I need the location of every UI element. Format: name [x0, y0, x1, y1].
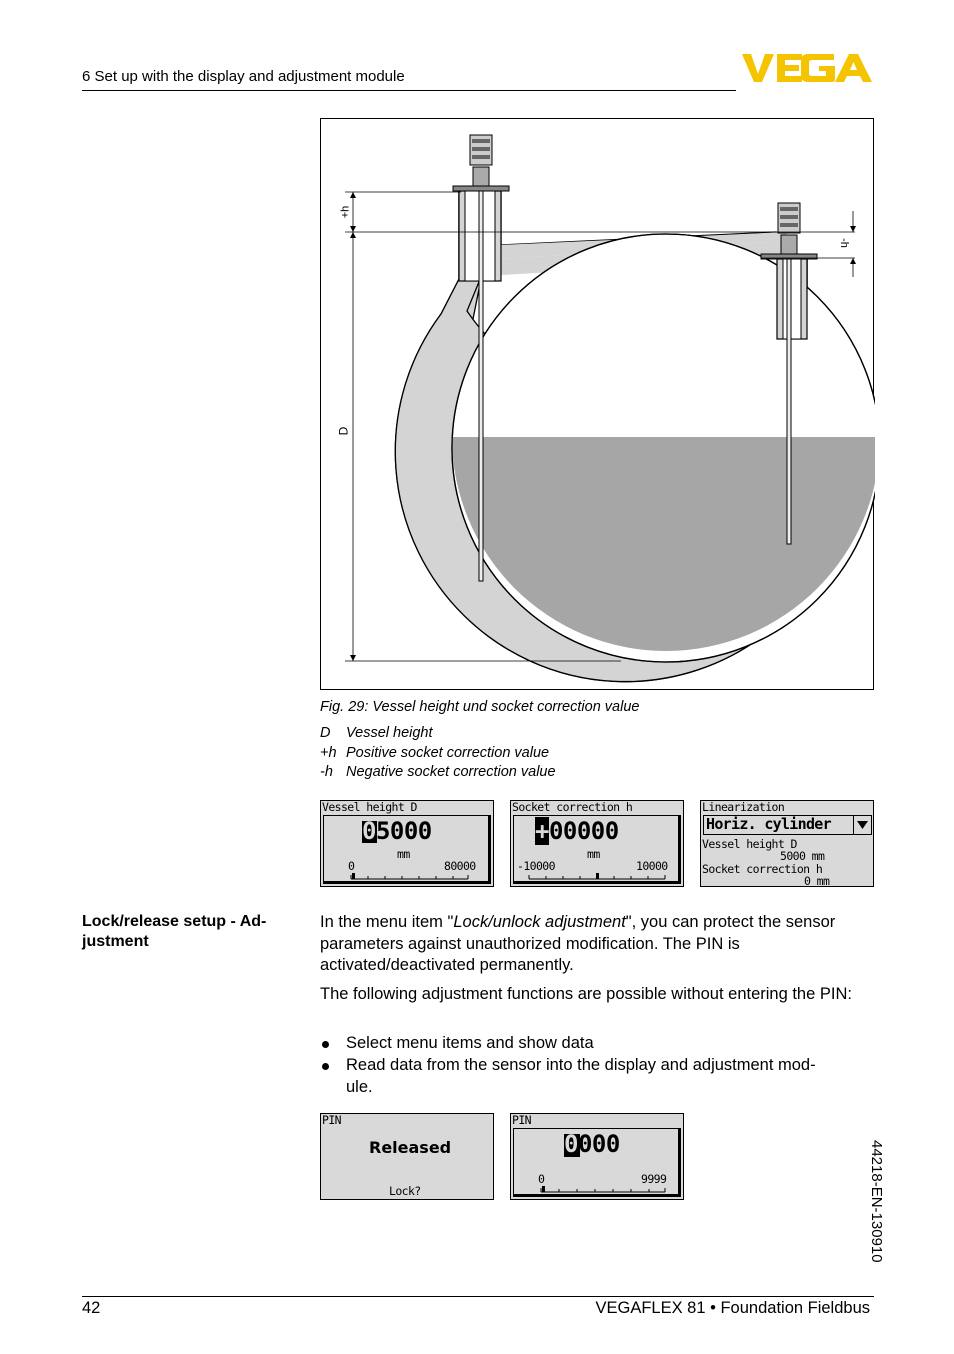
- display-pin-entry: [510, 1113, 684, 1200]
- display-title: Vessel height D: [322, 800, 417, 814]
- range-max: 80000: [444, 859, 476, 873]
- pin-value[interactable]: 0000: [564, 1130, 620, 1158]
- display-title: Linearization: [702, 800, 785, 814]
- select-value: Horiz. cylinder: [706, 815, 831, 833]
- range-min: -10000: [517, 859, 555, 873]
- paragraph-2: The following adjustment functions are possible without entering the PIN:: [320, 985, 852, 1003]
- vessel-figure: [320, 118, 874, 690]
- socket-correction-value: 0 mm: [804, 874, 830, 888]
- vega-logo: [742, 52, 874, 84]
- unit-label: mm: [397, 847, 410, 861]
- lock-prompt[interactable]: Lock?: [389, 1184, 421, 1198]
- range-scale: [513, 815, 681, 884]
- vessel-height-label: Vessel height D: [702, 837, 797, 851]
- display-title: PIN: [512, 1113, 531, 1127]
- section-header: 6 Set up with the display and adjustment module: [82, 68, 405, 85]
- plus-h-label: +h: [339, 205, 352, 219]
- range-max: 9999: [641, 1172, 667, 1186]
- document-code: 44218-EN-130910: [868, 1140, 885, 1263]
- range-scale: [513, 1128, 681, 1197]
- range-min: 0: [538, 1172, 545, 1186]
- range-min: 0: [348, 859, 355, 873]
- unit-label: mm: [587, 847, 600, 861]
- value-text: +00000: [535, 817, 619, 845]
- display-linearization: [700, 800, 874, 887]
- bullet-icon: [322, 1041, 329, 1048]
- display-pin-released: [320, 1113, 494, 1200]
- legend-row: -h Negative socket correction value: [320, 764, 556, 780]
- legend-row: +h Positive socket correction value: [320, 744, 550, 761]
- chevron-down-icon[interactable]: [853, 816, 871, 834]
- side-heading: Lock/release setup - Ad- justment: [82, 913, 267, 950]
- display-title: PIN: [322, 1113, 341, 1127]
- bullet-icon: [322, 1063, 329, 1070]
- display-vessel-height: [320, 800, 494, 887]
- display-title: Socket correction h: [512, 800, 633, 814]
- value-text: 05000: [362, 817, 432, 845]
- socket-correction-label: Socket correction h: [702, 862, 823, 876]
- legend-row: D Vessel height: [320, 725, 433, 741]
- header-rule: [82, 90, 736, 91]
- range-max: 10000: [636, 859, 668, 873]
- range-scale: [323, 815, 491, 884]
- display-socket-correction: [510, 800, 684, 887]
- pin-status: Released: [369, 1138, 452, 1157]
- footer-rule: [82, 1296, 874, 1297]
- linearization-select[interactable]: [703, 815, 872, 835]
- vessel-height-value: 5000 mm: [780, 849, 825, 863]
- paragraph-1: In the menu item "Lock/unlock adjustment", you can protect the sensor parameters against unauthorized modification. The PIN is activated/deactivated permanently.: [320, 913, 836, 974]
- d-label: D: [336, 426, 351, 436]
- page-number: 42: [82, 1299, 101, 1317]
- document-title: VEGAFLEX 81 • Foundation Fieldbus: [595, 1299, 870, 1317]
- figure-caption: Fig. 29: Vessel height und socket correction value: [320, 699, 640, 715]
- figure-legend: [320, 724, 556, 783]
- minus-h-label: -h: [837, 238, 850, 248]
